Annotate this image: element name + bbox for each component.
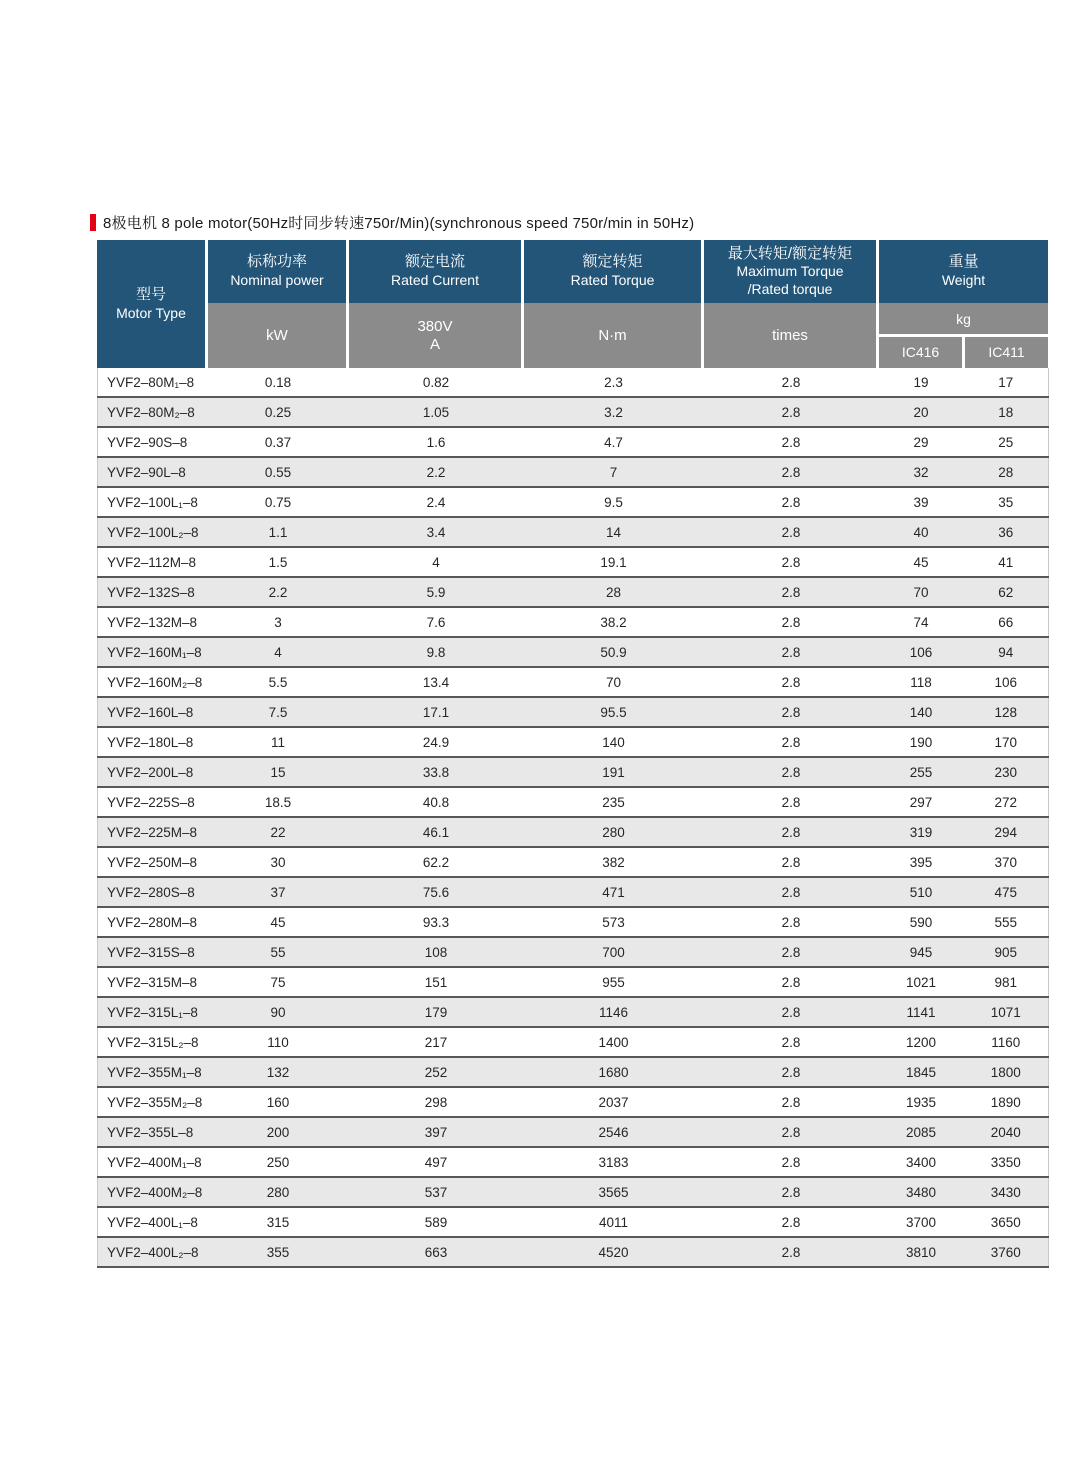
- motor-type-cell: YVF2–280M–8: [107, 914, 198, 930]
- value-cell: 1.6: [426, 434, 446, 450]
- motor-type-cell: YVF2–225M–8: [107, 824, 198, 840]
- value-cell: 2.8: [781, 644, 801, 660]
- header-col-max-torque: [704, 240, 876, 368]
- value-cell: 2.8: [781, 1214, 801, 1230]
- value-cell: 39: [913, 494, 929, 510]
- value-cell: 94: [998, 644, 1014, 660]
- value-cell: 2085: [905, 1124, 937, 1140]
- value-cell: 0.37: [264, 434, 292, 450]
- value-cell: 1935: [905, 1094, 937, 1110]
- value-cell: 280: [266, 1184, 290, 1200]
- value-cell: 315: [266, 1214, 290, 1230]
- value-cell: 298: [424, 1094, 448, 1110]
- value-cell: 95.5: [600, 704, 627, 720]
- header-rated-torque-zh: 额定转矩: [582, 253, 643, 271]
- value-cell: 573: [602, 914, 625, 930]
- motor-type-cell: YVF2–315S–8: [107, 944, 195, 960]
- value-cell: 1141: [906, 1004, 936, 1020]
- value-cell: 45: [913, 554, 929, 570]
- value-cell: 2.8: [781, 554, 801, 570]
- header-weight-zh: 重量: [948, 253, 979, 271]
- subheader-ic411: IC411: [965, 337, 1048, 368]
- section-title: [90, 211, 694, 233]
- table-row: [98, 577, 1049, 607]
- header-max-torque-en1: Maximum Torque: [736, 263, 844, 280]
- motor-type-cell: YVF2–80M₂–8: [107, 404, 195, 420]
- value-cell: 1680: [598, 1064, 629, 1080]
- value-cell: 2.8: [781, 1184, 801, 1200]
- header-col-rated-current: [349, 240, 521, 368]
- motor-type-cell: YVF2–90L–8: [107, 464, 186, 480]
- value-cell: 38.2: [600, 614, 627, 630]
- header-motor-type-en: Motor Type: [116, 304, 186, 321]
- value-cell: 4: [432, 554, 440, 570]
- table-row: [98, 847, 1049, 877]
- value-cell: 28: [998, 464, 1014, 480]
- value-cell: 3183: [598, 1154, 629, 1170]
- value-cell: 40.8: [422, 794, 450, 810]
- unit-cell-nm: N·m: [524, 303, 701, 368]
- value-cell: 110: [267, 1034, 289, 1050]
- motor-type-cell: YVF2–315M–8: [107, 974, 198, 990]
- value-cell: 15: [270, 764, 286, 780]
- value-cell: 9.5: [604, 494, 623, 510]
- value-cell: 36: [998, 524, 1014, 540]
- motor-type-cell: YVF2–315L₁–8: [107, 1004, 198, 1020]
- value-cell: 555: [994, 914, 1018, 930]
- value-cell: 2.8: [781, 974, 801, 990]
- spec-table-body: [98, 368, 1049, 1267]
- value-cell: 132: [266, 1064, 290, 1080]
- value-cell: 0.18: [264, 374, 292, 390]
- value-cell: 2037: [598, 1094, 629, 1110]
- value-cell: 1845: [905, 1064, 937, 1080]
- value-cell: 2.8: [781, 374, 801, 390]
- value-cell: 30: [270, 854, 286, 870]
- table-row: [98, 547, 1049, 577]
- value-cell: 945: [909, 944, 933, 960]
- value-cell: 2.8: [781, 464, 801, 480]
- table-row: [98, 787, 1049, 817]
- value-cell: 2.8: [781, 1064, 801, 1080]
- value-cell: 905: [994, 944, 1018, 960]
- value-cell: 191: [602, 764, 625, 780]
- value-cell: 1890: [990, 1094, 1021, 1110]
- motor-type-cell: YVF2–80M₁–8: [107, 374, 195, 390]
- table-row: [98, 967, 1049, 997]
- value-cell: 1071: [990, 1004, 1021, 1020]
- value-cell: 280: [602, 824, 625, 840]
- unit-cell-times: times: [704, 303, 876, 368]
- value-cell: 1160: [991, 1034, 1021, 1050]
- table-row: [98, 877, 1049, 907]
- value-cell: 3.4: [426, 524, 446, 540]
- value-cell: 14: [605, 524, 622, 540]
- value-cell: 93.3: [422, 914, 450, 930]
- value-cell: 70: [605, 674, 622, 690]
- unit-cell-380v-a: [349, 303, 521, 368]
- value-cell: 75: [270, 974, 286, 990]
- value-cell: 7: [609, 464, 618, 480]
- unit-380v: 380V: [417, 317, 453, 335]
- header-col-nominal-power: [208, 240, 346, 368]
- table-row: [98, 727, 1049, 757]
- value-cell: 2040: [990, 1124, 1021, 1140]
- value-cell: 475: [994, 884, 1018, 900]
- value-cell: 590: [909, 914, 933, 930]
- value-cell: 2.8: [781, 1004, 801, 1020]
- header-max-torque-zh: 最大转矩/额定转矩: [727, 244, 853, 262]
- header-cell-rated-torque: [524, 240, 701, 303]
- table-row: [98, 637, 1049, 667]
- value-cell: 22: [270, 824, 286, 840]
- value-cell: 3400: [905, 1154, 937, 1170]
- motor-type-cell: YVF2–225S–8: [107, 794, 195, 810]
- value-cell: 128: [994, 704, 1018, 720]
- table-row: [98, 457, 1049, 487]
- value-cell: 5.5: [268, 674, 288, 690]
- table-row: [98, 1027, 1049, 1057]
- value-cell: 200: [266, 1124, 290, 1140]
- value-cell: 2.8: [781, 944, 801, 960]
- value-cell: 160: [266, 1094, 290, 1110]
- value-cell: 179: [424, 1004, 448, 1020]
- table-row: [98, 1057, 1049, 1087]
- value-cell: 46.1: [422, 824, 450, 840]
- value-cell: 2.8: [781, 854, 801, 870]
- value-cell: 2.8: [781, 614, 801, 630]
- value-cell: 2.8: [781, 434, 801, 450]
- value-cell: 2.8: [781, 494, 801, 510]
- value-cell: 395: [909, 854, 933, 870]
- value-cell: 32: [913, 464, 929, 480]
- value-cell: 140: [909, 704, 933, 720]
- value-cell: 50.9: [600, 644, 627, 660]
- red-marker-bar: [90, 214, 96, 231]
- value-cell: 589: [424, 1214, 448, 1230]
- value-cell: 2.8: [781, 584, 801, 600]
- value-cell: 497: [424, 1154, 448, 1170]
- value-cell: 4.7: [604, 434, 623, 450]
- motor-type-cell: YVF2–250M–8: [107, 854, 198, 870]
- table-row: [98, 397, 1049, 427]
- value-cell: 3.2: [604, 404, 623, 420]
- value-cell: 2.8: [781, 824, 801, 840]
- table-row: [98, 607, 1049, 637]
- value-cell: 1200: [905, 1034, 937, 1050]
- value-cell: 19: [913, 374, 929, 390]
- value-cell: 55: [270, 944, 286, 960]
- value-cell: 108: [424, 944, 448, 960]
- value-cell: 7.5: [268, 704, 288, 720]
- header-motor-type-zh: 型号: [135, 285, 166, 303]
- value-cell: 106: [909, 644, 933, 660]
- unit-cell-kw: kW: [208, 303, 346, 368]
- unit-a: A: [429, 335, 440, 353]
- value-cell: 2.8: [781, 404, 801, 420]
- header-cell-rated-current: [349, 240, 521, 303]
- value-cell: 397: [424, 1124, 448, 1140]
- table-row: [98, 1237, 1049, 1267]
- motor-type-cell: YVF2–200L–8: [107, 764, 194, 780]
- value-cell: 45: [270, 914, 286, 930]
- value-cell: 17.1: [422, 704, 450, 720]
- value-cell: 90: [270, 1004, 286, 1020]
- table-row: [98, 517, 1049, 547]
- motor-type-cell: YVF2–112M–8: [107, 554, 197, 570]
- value-cell: 319: [909, 824, 933, 840]
- value-cell: 2.8: [781, 794, 801, 810]
- motor-type-cell: YVF2–400M₁–8: [107, 1154, 202, 1170]
- value-cell: 2.8: [781, 524, 801, 540]
- value-cell: 40: [913, 524, 929, 540]
- value-cell: 62.2: [422, 854, 450, 870]
- value-cell: 2.8: [781, 914, 801, 930]
- value-cell: 537: [424, 1184, 448, 1200]
- value-cell: 17: [998, 374, 1014, 390]
- value-cell: 2.8: [781, 884, 801, 900]
- value-cell: 663: [424, 1244, 448, 1260]
- value-cell: 2.8: [781, 1244, 801, 1260]
- table-row: [98, 667, 1049, 697]
- value-cell: 75.6: [422, 884, 450, 900]
- value-cell: 2.8: [781, 704, 801, 720]
- table-row: [98, 817, 1049, 847]
- table-row: [98, 757, 1049, 787]
- value-cell: 700: [602, 944, 625, 960]
- section-title-text: 8极电机 8 pole motor(50Hz时同步转速750r/Min)(synchronous speed 750r/min in 50Hz): [103, 214, 695, 232]
- value-cell: 18: [998, 404, 1014, 420]
- header-nominal-power-en: Nominal power: [230, 272, 324, 289]
- table-row: [98, 1117, 1049, 1147]
- value-cell: 0.82: [422, 374, 450, 390]
- table-row: [98, 1207, 1049, 1237]
- header-cell-nominal-power: [208, 240, 346, 303]
- value-cell: 3565: [598, 1184, 629, 1200]
- motor-spec-table: [97, 240, 1048, 1268]
- value-cell: 5.9: [426, 584, 446, 600]
- table-row: [98, 427, 1049, 457]
- value-cell: 4520: [598, 1244, 629, 1260]
- value-cell: 252: [424, 1064, 448, 1080]
- value-cell: 62: [998, 584, 1014, 600]
- value-cell: 118: [910, 674, 932, 690]
- value-cell: 3480: [905, 1184, 937, 1200]
- value-cell: 24.9: [422, 734, 450, 750]
- value-cell: 1.5: [268, 554, 288, 570]
- value-cell: 28: [605, 584, 622, 600]
- header-nominal-power-zh: 标称功率: [246, 253, 307, 271]
- value-cell: 272: [994, 794, 1018, 810]
- value-cell: 3700: [905, 1214, 937, 1230]
- header-col-weight: [879, 240, 1048, 368]
- value-cell: 2.8: [781, 1094, 801, 1110]
- value-cell: 3430: [990, 1184, 1021, 1200]
- motor-type-cell: YVF2–132M–8: [107, 614, 198, 630]
- header-cell-weight: [879, 240, 1048, 303]
- value-cell: 255: [909, 764, 933, 780]
- table-row: [98, 1087, 1049, 1117]
- header-rated-current-zh: 额定电流: [404, 253, 465, 271]
- value-cell: 70: [913, 584, 929, 600]
- motor-type-cell: YVF2–400L₁–8: [107, 1214, 198, 1230]
- header-col-rated-torque: [524, 240, 701, 368]
- value-cell: 140: [602, 734, 625, 750]
- motor-type-cell: YVF2–132S–8: [107, 584, 195, 600]
- value-cell: 3350: [990, 1154, 1021, 1170]
- motor-type-cell: YVF2–100L₁–8: [107, 494, 198, 510]
- value-cell: 2.8: [781, 1154, 801, 1170]
- value-cell: 9.8: [426, 644, 446, 660]
- value-cell: 74: [913, 614, 929, 630]
- value-cell: 2.3: [604, 374, 623, 390]
- value-cell: 1800: [990, 1064, 1021, 1080]
- value-cell: 294: [994, 824, 1018, 840]
- value-cell: 1400: [598, 1034, 629, 1050]
- value-cell: 0.75: [264, 494, 292, 510]
- value-cell: 3: [274, 614, 282, 630]
- value-cell: 0.55: [264, 464, 292, 480]
- value-cell: 3760: [990, 1244, 1021, 1260]
- weight-subcolumns: [879, 337, 1048, 368]
- motor-type-cell: YVF2–180L–8: [107, 734, 194, 750]
- table-row: [98, 907, 1049, 937]
- header-col-motor-type: [97, 240, 205, 368]
- motor-type-cell: YVF2–315L₂–8: [107, 1034, 199, 1050]
- table-row: [98, 997, 1049, 1027]
- value-cell: 382: [602, 854, 625, 870]
- value-cell: 2.2: [426, 464, 446, 480]
- value-cell: 2.8: [781, 1124, 801, 1140]
- value-cell: 18.5: [264, 794, 292, 810]
- value-cell: 2.8: [781, 1034, 801, 1050]
- value-cell: 151: [424, 974, 448, 990]
- value-cell: 0.25: [264, 404, 292, 420]
- value-cell: 37: [270, 884, 286, 900]
- value-cell: 355: [266, 1244, 290, 1260]
- value-cell: 1021: [905, 974, 937, 990]
- value-cell: 7.6: [426, 614, 446, 630]
- value-cell: 2.8: [781, 674, 801, 690]
- value-cell: 370: [994, 854, 1018, 870]
- table-row: [98, 1147, 1049, 1177]
- table-row: [98, 697, 1049, 727]
- value-cell: 471: [602, 884, 625, 900]
- motor-type-cell: YVF2–160M₂–8: [107, 674, 203, 690]
- value-cell: 170: [994, 734, 1018, 750]
- value-cell: 13.4: [422, 674, 450, 690]
- header-cell-max-torque: [704, 240, 876, 303]
- value-cell: 25: [998, 434, 1014, 450]
- motor-type-cell: YVF2–355M₁–8: [107, 1064, 202, 1080]
- value-cell: 35: [998, 494, 1014, 510]
- value-cell: 66: [998, 614, 1014, 630]
- unit-cell-kg: kg: [879, 303, 1048, 334]
- table-header: [97, 240, 1048, 368]
- value-cell: 190: [909, 734, 933, 750]
- value-cell: 4: [274, 644, 282, 660]
- value-cell: 33.8: [422, 764, 450, 780]
- table-row: [98, 1177, 1049, 1207]
- value-cell: 19.1: [600, 554, 627, 570]
- value-cell: 510: [909, 884, 933, 900]
- value-cell: 29: [913, 434, 929, 450]
- header-rated-torque-en: Rated Torque: [570, 272, 655, 289]
- motor-type-cell: YVF2–160L–8: [107, 704, 194, 720]
- header-weight-en: Weight: [941, 272, 986, 289]
- value-cell: 1.1: [268, 524, 288, 540]
- table-row: [98, 937, 1049, 967]
- motor-type-cell: YVF2–355L–8: [107, 1124, 194, 1140]
- motor-type-cell: YVF2–400L₂–8: [107, 1244, 199, 1260]
- value-cell: 981: [994, 974, 1018, 990]
- motor-type-cell: YVF2–90S–8: [107, 434, 188, 450]
- value-cell: 955: [602, 974, 625, 990]
- value-cell: 2546: [598, 1124, 629, 1140]
- value-cell: 3650: [990, 1214, 1021, 1230]
- motor-type-cell: YVF2–400M₂–8: [107, 1184, 203, 1200]
- header-cell-motor-type: [97, 240, 205, 368]
- value-cell: 217: [424, 1034, 448, 1050]
- header-max-torque-en2: /Rated torque: [747, 280, 833, 297]
- value-cell: 1.05: [422, 404, 450, 420]
- spec-data-table: [97, 368, 1049, 1268]
- value-cell: 250: [266, 1154, 290, 1170]
- motor-type-cell: YVF2–160M₁–8: [107, 644, 202, 660]
- value-cell: 1146: [598, 1004, 629, 1020]
- subheader-ic416: IC416: [879, 337, 962, 368]
- value-cell: 2.2: [268, 584, 288, 600]
- value-cell: 297: [909, 794, 933, 810]
- value-cell: 3810: [905, 1244, 937, 1260]
- value-cell: 4011: [598, 1214, 629, 1230]
- motor-type-cell: YVF2–355M₂–8: [107, 1094, 203, 1110]
- value-cell: 41: [998, 554, 1014, 570]
- value-cell: 2.8: [781, 734, 801, 750]
- table-row: [98, 368, 1049, 397]
- table-row: [98, 487, 1049, 517]
- header-rated-current-en: Rated Current: [391, 272, 479, 289]
- value-cell: 230: [994, 764, 1018, 780]
- value-cell: 235: [602, 794, 625, 810]
- motor-type-cell: YVF2–280S–8: [107, 884, 195, 900]
- value-cell: 2.4: [426, 494, 446, 510]
- motor-type-cell: YVF2–100L₂–8: [107, 524, 199, 540]
- value-cell: 106: [994, 674, 1018, 690]
- value-cell: 20: [913, 404, 929, 420]
- value-cell: 11: [270, 734, 285, 750]
- value-cell: 2.8: [781, 764, 801, 780]
